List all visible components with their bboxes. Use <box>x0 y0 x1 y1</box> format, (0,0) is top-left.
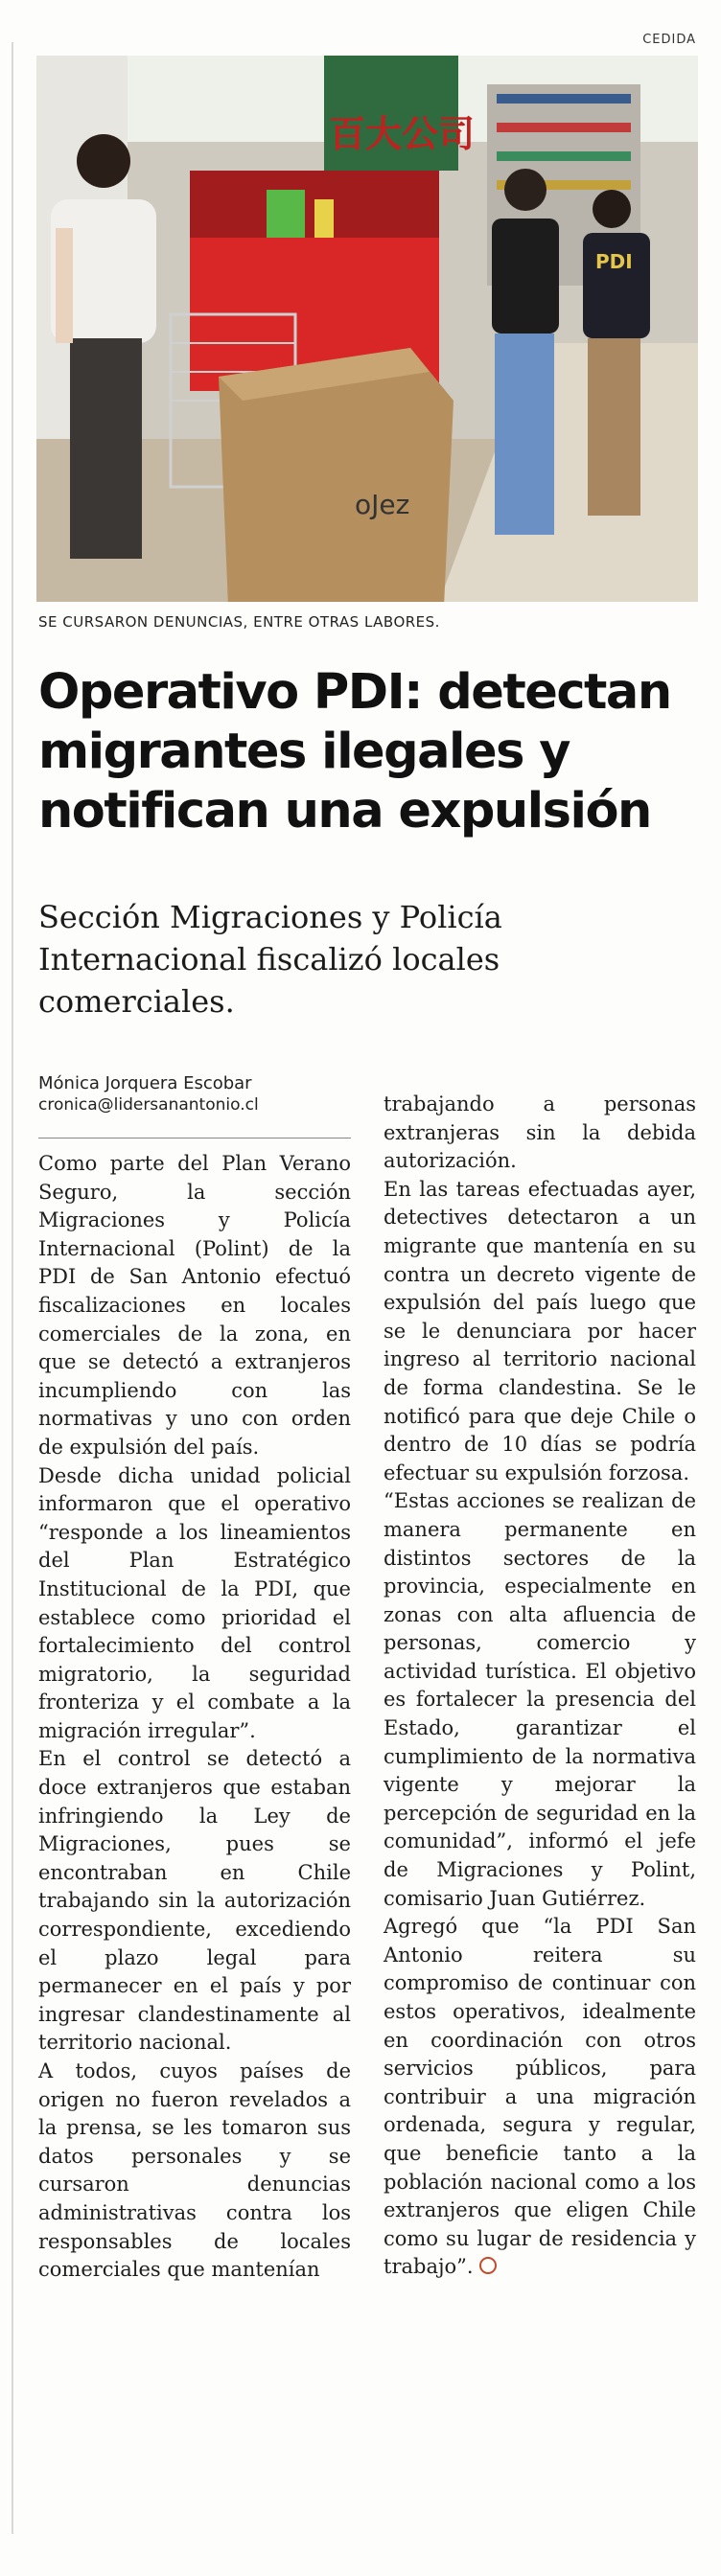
author-email[interactable]: cronica@lidersanantonio.cl <box>38 1095 259 1115</box>
article-column-left <box>38 1150 351 2285</box>
paragraph-final <box>384 1913 696 2282</box>
paragraph: A todos, cuyos países de origen no fueron revelados a la prensa, se les tomaron sus datos personales y se cursaron denuncias administrativas contra los responsables de locales comerciales que mantenían <box>38 2059 351 2282</box>
pdi-vest-text: PDI <box>595 250 633 273</box>
paragraph: En las tareas efectuadas ayer, detectives detectaron a un migrante que mantenía en su contra un decreto vigente de expulsión del país luego que se le denunciara por hacer ingreso al territorio nacional de forma clandestina. Se le notificó para que deje Chile o dentro de 10 días se podría efectuar su expulsión forzosa. <box>384 1177 696 1484</box>
author-name: Mónica Jorquera Escobar <box>38 1073 252 1093</box>
paragraph: Desde dicha unidad policial informaron que el operativo “responde a los lineamientos del Plan Estratégico Institucional de la PDI, que establece como prioridad el fortalecimiento del control migratorio, la seguridad fronteriza y el combate a la migración irregular”. <box>38 1463 351 1742</box>
box-label: oJez <box>355 489 410 520</box>
paragraph: “Estas acciones se realizan de manera permanente en distintos sectores de la provincia, especialmente en zonas con alta afluencia de personas, comercio y actividad turística. El objetivo es fortalecer la presencia del Estado, garantizar el cumplimiento de la normativa vigente y mejorar la percepción de seguridad en la comunidad”, informó el jefe de Migraciones y Polint, comisario Juan Gutiérrez. <box>384 1489 696 1910</box>
paragraph-text: Agregó que “la PDI San Antonio reitera su compromiso de continuar con estos operativos, idealmente en coordinación con otros servicios públicos, para contribuir a una migración ordenada, segura y regular, que beneficie tanto a la población nacional como a los extranjeros que eligen Chile como su lugar de residencia y trabajo”. <box>384 1915 696 2279</box>
article-photo <box>36 56 698 602</box>
paragraph: En el control se detectó a doce extranjeros que estaban infringiendo la Ley de Migraciones, pues se encontraban en Chile trabajando sin la autorización correspondiente, excediendo el plazo legal para permanecer en el país y por ingresar clandestinamente al territorio nacional. <box>38 1747 351 2055</box>
page-margin-rule <box>12 42 13 2534</box>
article-column-right <box>384 1091 696 2282</box>
subheadline: Sección Migraciones y Policía Internacional fiscalizó locales comerciales. <box>38 899 502 1020</box>
photo-credit: CEDIDA <box>642 33 696 47</box>
end-of-article-icon <box>479 2257 497 2274</box>
headline: Operativo PDI: detectan migrantes ilegales y notifican una expulsión <box>38 664 671 840</box>
paragraph: trabajando a personas extranjeras sin la debida autorización. <box>384 1092 696 1173</box>
store-sign-text: 百大公司 <box>329 113 476 155</box>
paragraph: Como parte del Plan Verano Seguro, la sección Migraciones y Policía Internacional (Polint) de la PDI de San Antonio efectuó fiscalizaciones en locales comerciales de la zona, en que se detectó a extranjeros incumpliendo con las normativas y uno con orden de expulsión del país. <box>38 1152 351 1459</box>
photo-caption: SE CURSARON DENUNCIAS, ENTRE OTRAS LABORES. <box>38 613 440 631</box>
